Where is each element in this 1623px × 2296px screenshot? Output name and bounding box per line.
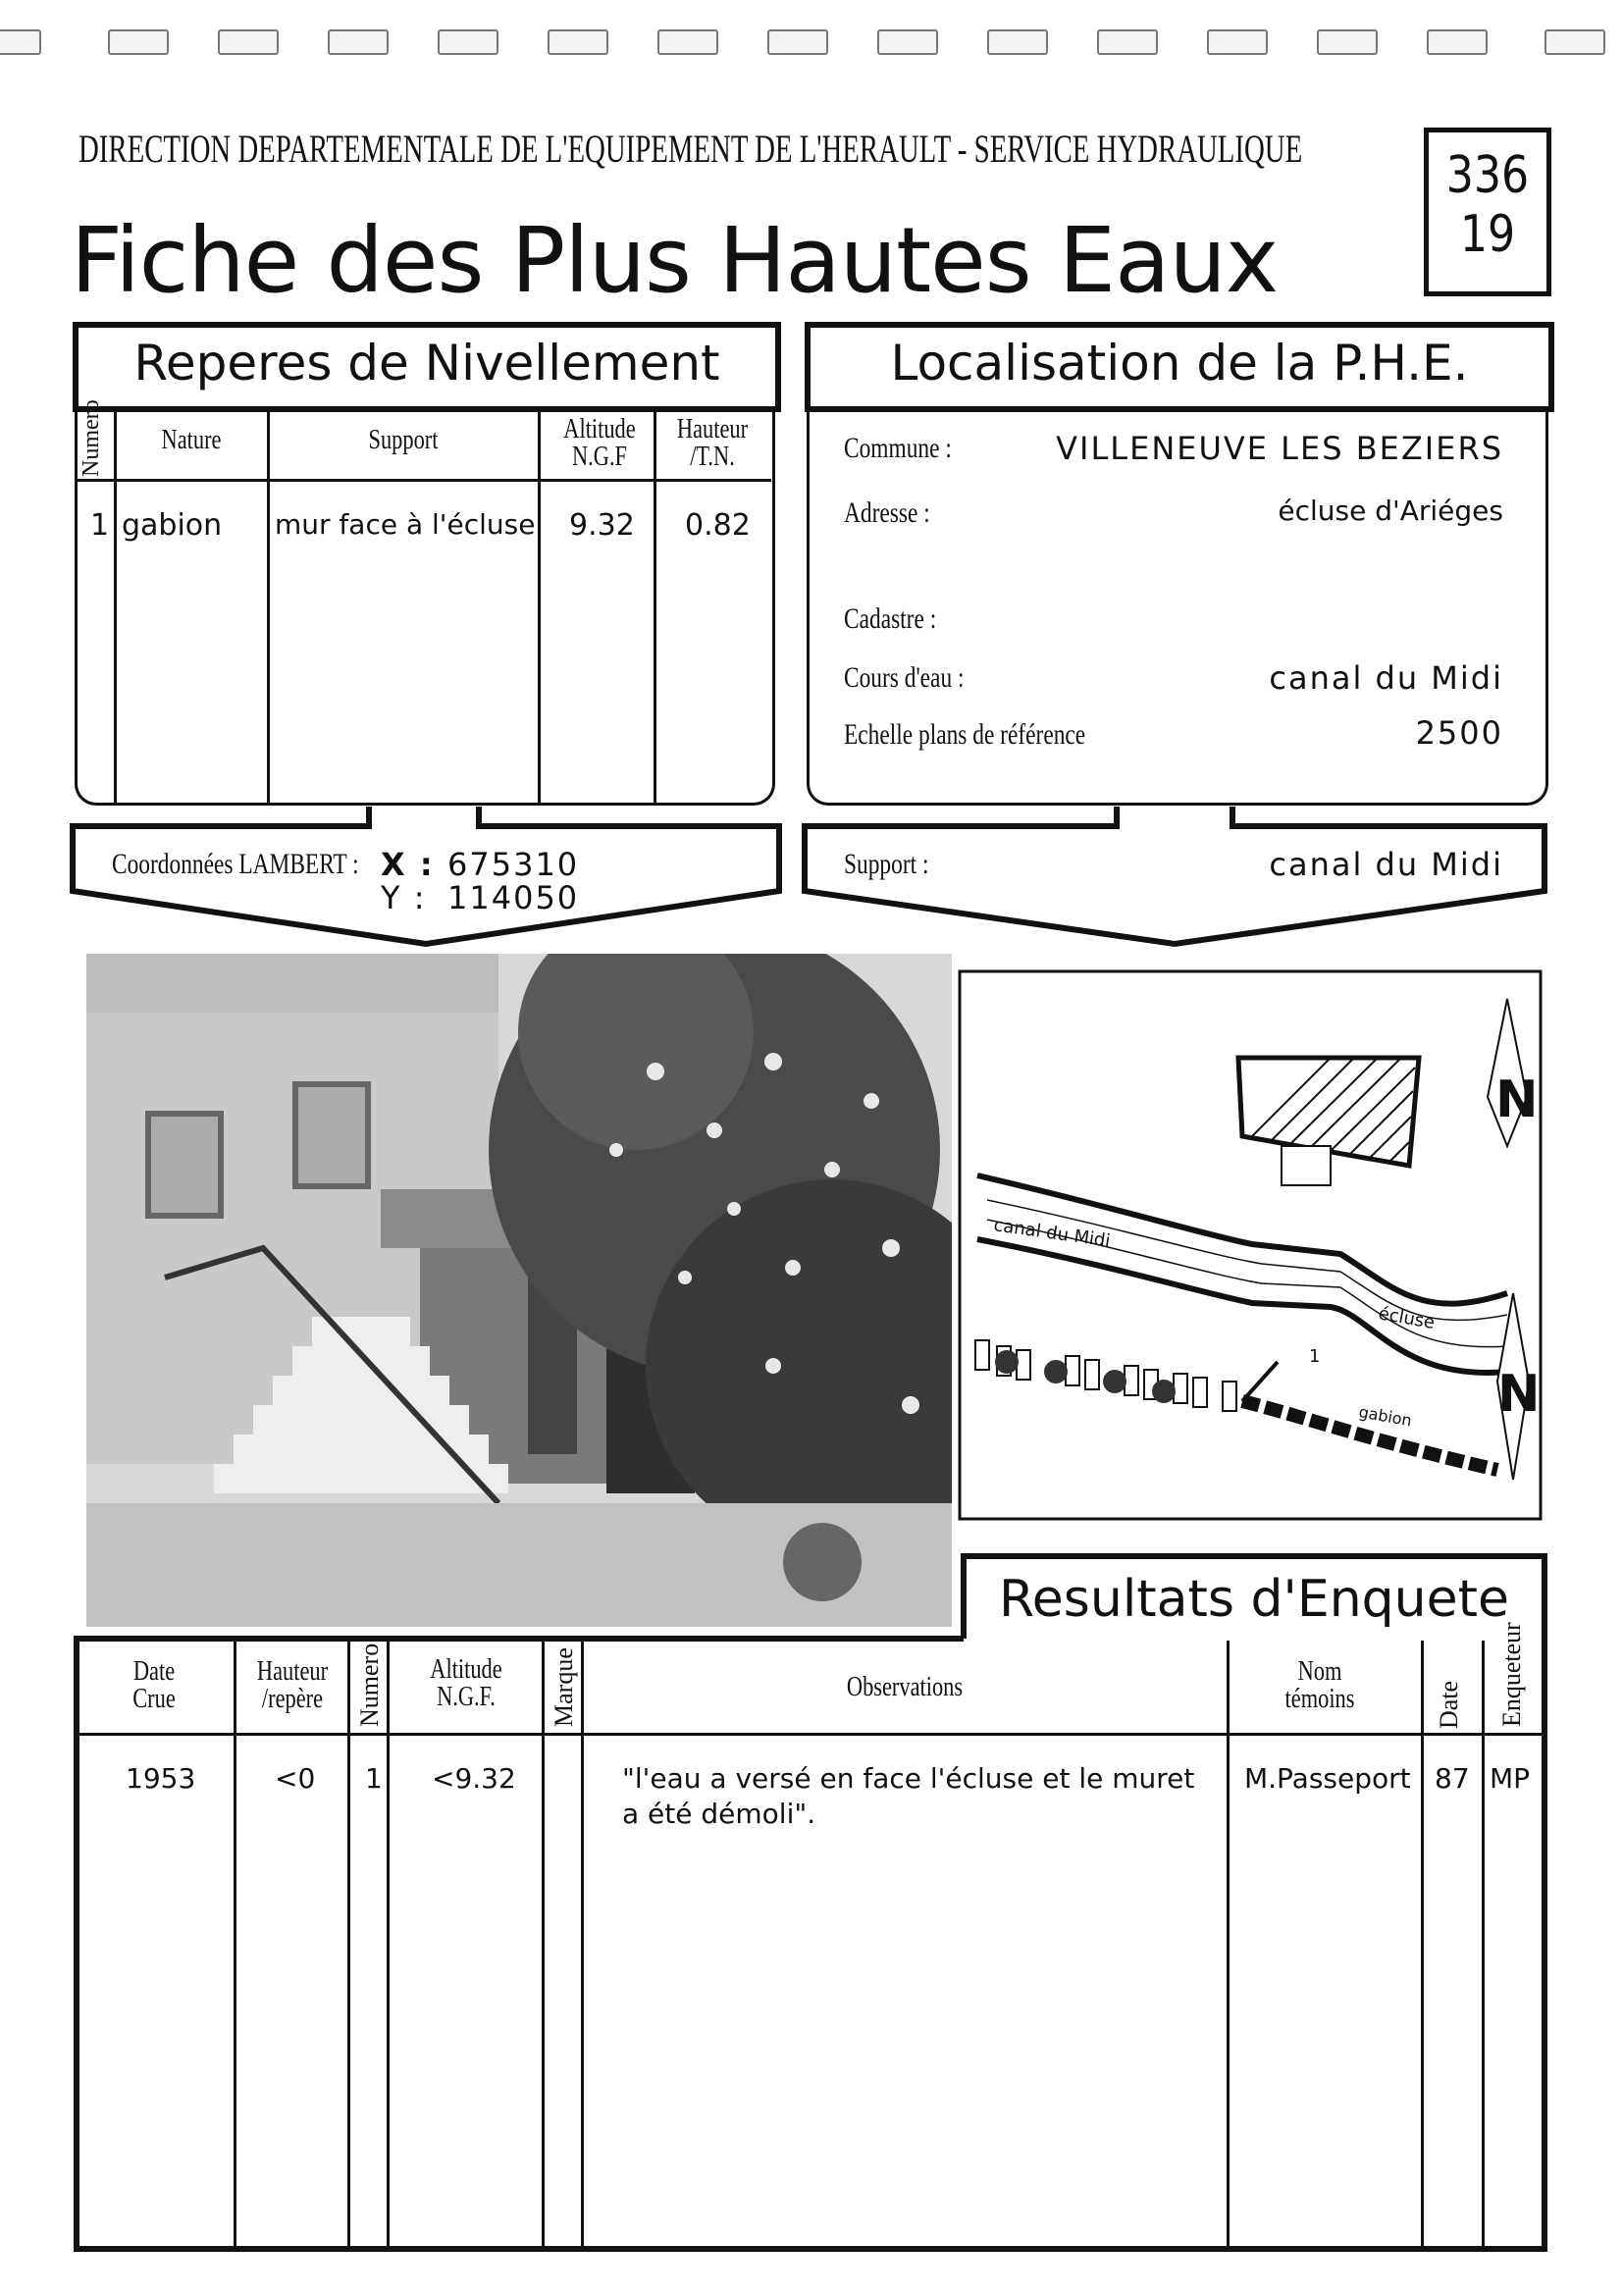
lambert-y-label: Y : [381,879,427,916]
plan-canal-label: canal du Midi [992,1215,1112,1252]
lambert-x-label: X : [381,846,435,883]
plan-ecluse-label: écluse [1377,1303,1437,1333]
direction-header: DIRECTION DEPARTEMENTALE DE L'EQUIPEMENT DE L'HERAULT - SERVICE HYDRAULIQUE [79,127,1303,171]
support-value: canal du Midi [1269,846,1503,883]
reperes-col-support: Support [368,425,439,455]
reperes-row-altitude: 9.32 [569,508,635,543]
res-col-enqueteur: Enqueteur [1497,1622,1526,1727]
res-row-numero: 1 [365,1762,383,1795]
reperes-row-nature: gabion [122,508,223,543]
cours-eau-label: Cours d'eau : [844,661,965,694]
res-col-nom: Nom témoins [1284,1656,1355,1714]
res-col-hauteur: Hauteur /repère [256,1656,329,1714]
res-row-hauteur: <0 [275,1762,316,1795]
plan-marker: 1 [1309,1346,1321,1367]
page-title: Fiche des Plus Hautes Eaux [71,208,1279,313]
lambert-y-value: 114050 [447,879,580,916]
res-row-date-crue: 1953 [126,1762,196,1795]
fiche-id-bottom: 19 [1459,205,1516,264]
reperes-col-altitude: Altitude N.G.F [563,414,636,472]
fiche-id-top: 336 [1445,146,1530,205]
res-row-altitude: <9.32 [432,1762,516,1795]
localisation-heading: Localisation de la P.H.E. [890,335,1469,391]
adresse-value: écluse d'Ariéges [1278,495,1503,527]
reperes-row-support: mur face à l'écluse [275,508,536,541]
plan-map [958,969,1543,1521]
res-col-altitude: Altitude N.G.F. [430,1654,502,1712]
fiche-id-box [1424,128,1551,296]
cours-eau-value: canal du Midi [1269,659,1503,697]
res-col-date-crue: Date Crue [132,1656,176,1714]
res-row-nom: M.Passeport [1244,1762,1411,1795]
plan-north-bottom: N [1497,1365,1541,1424]
echelle-label: Echelle plans de référence [844,718,1086,751]
lambert-label: Coordonnées LAMBERT : [112,848,359,880]
plan-gabion-label: gabion [1357,1402,1414,1431]
res-col-marque: Marque [550,1647,578,1727]
res-row-observations-line2: a été démoli". [622,1798,816,1830]
reperes-col-hauteur: Hauteur /T.N. [676,414,749,472]
res-row-date: 87 [1435,1762,1470,1795]
lambert-x-value: 675310 [447,846,580,883]
site-photo [86,954,952,1627]
reperes-row-hauteur: 0.82 [685,508,751,543]
reperes-heading-box [73,322,781,412]
cadastre-label: Cadastre : [844,602,937,635]
reperes-row-numero: 1 [90,508,110,543]
localisation-heading-box [805,322,1554,412]
res-col-observations: Observations [846,1672,964,1702]
reperes-col-nature: Nature [161,425,222,455]
adresse-label: Adresse : [844,496,930,529]
echelle-value: 2500 [1415,714,1503,752]
binder-holes [0,29,1623,59]
res-row-observations-line1: "l'eau a versé en face l'écluse et le muret [622,1762,1195,1795]
commune-value: VILLENEUVE LES BEZIERS [1056,430,1503,467]
reperes-col-numero: Numero [79,399,104,477]
support-label: Support : [844,848,929,880]
res-row-enqueteur: MP [1490,1762,1531,1795]
res-col-date: Date [1435,1680,1463,1729]
commune-label: Commune : [844,432,952,464]
resultats-heading: Resultats d'Enquete [999,1570,1509,1629]
res-col-numero: Numero [355,1643,384,1727]
plan-north-top: N [1495,1070,1539,1129]
reperes-heading: Reperes de Nivellement [133,335,720,391]
